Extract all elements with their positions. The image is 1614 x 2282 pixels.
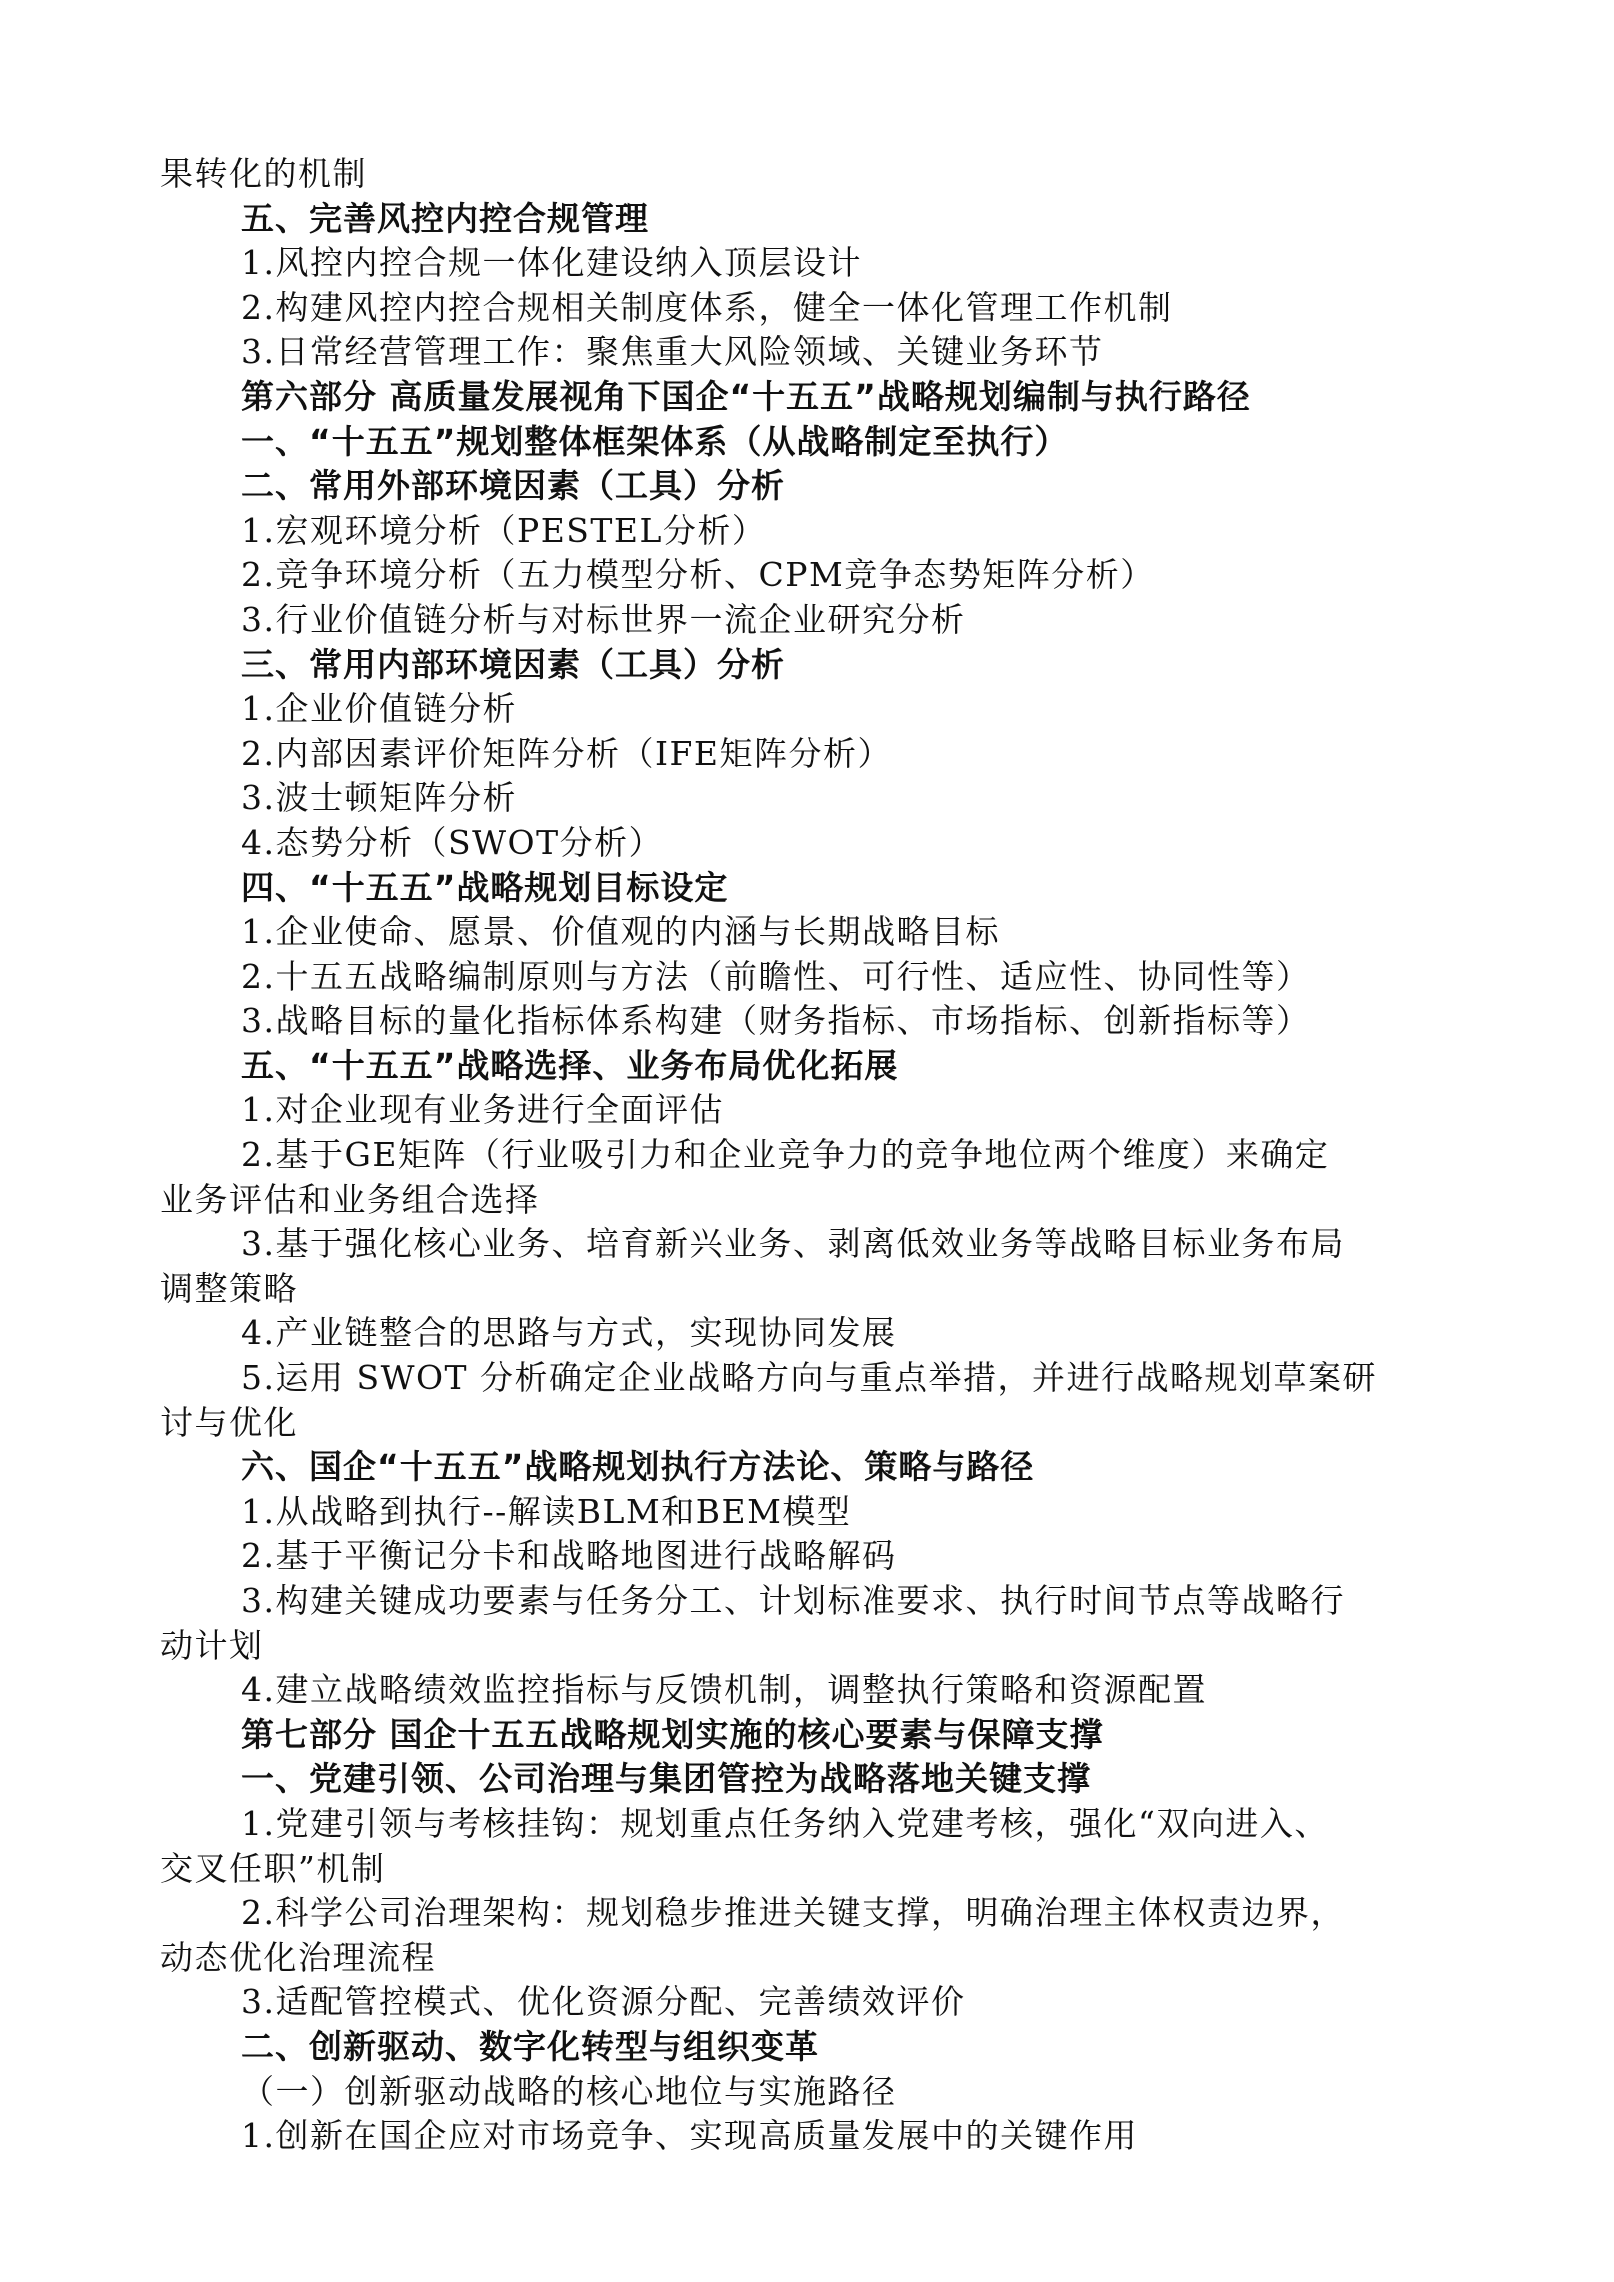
list-item: 2.科学公司治理架构：规划稳步推进关键支撑，明确治理主体权责边界， xyxy=(241,1893,1345,1933)
list-item: 2.基于平衡记分卡和战略地图进行战略解码 xyxy=(241,1536,897,1576)
list-item: 1.对企业现有业务进行全面评估 xyxy=(241,1090,724,1130)
list-item: 3.适配管控模式、优化资源分配、完善绩效评价 xyxy=(241,1982,966,2022)
document-body xyxy=(160,152,1460,2159)
list-item: 2.基于GE矩阵（行业吸引力和企业竞争力的竞争地位两个维度）来确定 xyxy=(241,1135,1330,1175)
list-item: 3.行业价值链分析与对标世界一流企业研究分析 xyxy=(241,599,966,639)
list-item: 1.创新在国企应对市场竞争、实现高质量发展中的关键作用 xyxy=(241,2116,1138,2156)
list-item: 3.日常经营管理工作：聚焦重大风险领域、关键业务环节 xyxy=(241,332,1104,372)
text-line: 动计划 xyxy=(160,1625,264,1665)
part-heading: 第六部分 高质量发展视角下国企“十五五”战略规划编制与执行路径 xyxy=(241,376,1251,416)
list-item: 2.竞争环境分析（五力模型分析、CPM竞争态势矩阵分析） xyxy=(241,555,1155,595)
text-line: 交叉任职”机制 xyxy=(160,1848,386,1888)
section-heading: 五、“十五五”战略选择、业务布局优化拓展 xyxy=(241,1045,899,1085)
section-heading: 二、创新驱动、数字化转型与组织变革 xyxy=(241,2026,819,2066)
list-item: 1.宏观环境分析（PESTEL分析） xyxy=(241,510,767,550)
list-item: 4.态势分析（SWOT分析） xyxy=(241,822,664,862)
text-line: 动态优化治理流程 xyxy=(160,1937,436,1977)
section-heading: 二、常用外部环境因素（工具）分析 xyxy=(241,466,785,506)
list-item: 1.风控内控合规一体化建设纳入顶层设计 xyxy=(241,243,862,283)
list-item: 2.内部因素评价矩阵分析（IFE矩阵分析） xyxy=(241,733,893,773)
list-item: 2.构建风控内控合规相关制度体系，健全一体化管理工作机制 xyxy=(241,287,1173,327)
text-line: 果转化的机制 xyxy=(160,154,367,193)
list-item: 1.从战略到执行--解读BLM和BEM模型 xyxy=(241,1491,852,1531)
list-item: 1.企业价值链分析 xyxy=(241,689,517,729)
section-heading: 一、“十五五”规划整体框架体系（从战略制定至执行） xyxy=(241,421,1069,461)
list-item: 3.战略目标的量化指标体系构建（财务指标、市场指标、创新指标等） xyxy=(241,1001,1311,1041)
list-item: 4.产业链整合的思路与方式，实现协同发展 xyxy=(241,1313,897,1353)
section-heading: 六、国企“十五五”战略规划执行方法论、策略与路径 xyxy=(241,1447,1035,1487)
section-heading: 三、常用内部环境因素（工具）分析 xyxy=(241,644,785,684)
list-item: 4.建立战略绩效监控指标与反馈机制，调整执行策略和资源配置 xyxy=(241,1670,1207,1710)
list-item: 2.十五五战略编制原则与方法（前瞻性、可行性、适应性、协同性等） xyxy=(241,956,1311,996)
list-item: 1.企业使命、愿景、价值观的内涵与长期战略目标 xyxy=(241,912,1000,952)
text-line: 业务评估和业务组合选择 xyxy=(160,1179,540,1219)
text-line: 调整策略 xyxy=(160,1268,298,1308)
text-line: 讨与优化 xyxy=(160,1402,298,1442)
list-item: 1.党建引领与考核挂钩：规划重点任务纳入党建考核，强化“双向进入、 xyxy=(241,1803,1329,1843)
list-item: 5.运用 SWOT 分析确定企业战略方向与重点举措，并进行战略规划草案研 xyxy=(241,1358,1378,1398)
section-heading: 四、“十五五”战略规划目标设定 xyxy=(241,867,729,907)
list-item: 3.基于强化核心业务、培育新兴业务、剥离低效业务等战略目标业务布局 xyxy=(241,1224,1345,1264)
subsection-heading: （一）创新驱动战略的核心地位与实施路径 xyxy=(241,2071,897,2111)
list-item: 3.波士顿矩阵分析 xyxy=(241,778,517,818)
section-heading: 五、完善风控内控合规管理 xyxy=(241,198,649,238)
part-heading: 第七部分 国企十五五战略规划实施的核心要素与保障支撑 xyxy=(241,1714,1104,1754)
list-item: 3.构建关键成功要素与任务分工、计划标准要求、执行时间节点等战略行 xyxy=(241,1581,1345,1620)
section-heading: 一、党建引领、公司治理与集团管控为战略落地关键支撑 xyxy=(241,1759,1091,1799)
